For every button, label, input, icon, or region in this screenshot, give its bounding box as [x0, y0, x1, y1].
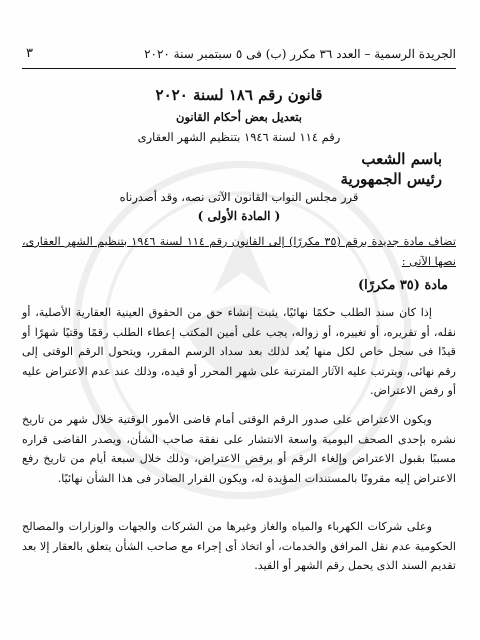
article-35-bis-heading: مادة (٣٥ مكررًا) [357, 278, 448, 293]
law-reference-line: رقم ١١٤ لسنة ١٩٤٦ بتنظيم الشهر العقارى [137, 130, 341, 144]
intro-paragraph [22, 232, 456, 271]
header-rule [22, 68, 456, 69]
gazette-page [22, 0, 456, 640]
page-number: ٣ [26, 46, 33, 61]
paragraph-3: وعلى شركات الكهرباء والمياه والغاز وغيرها من الشركات والجهات والوزارات والمصالح الحكومية عدم نقل المرافق والخدمات، أو اتخاذ أى إجراء مع صاحب الشأن يتعلق بالعقار إلا بعد تقديم السند الذى يحمل رقم الشهر أو القيد. [22, 520, 456, 573]
law-amendment-line: بتعديل بعض أحكام القانون [176, 110, 302, 124]
heading-president: رئيس الجمهورية [340, 170, 442, 188]
running-header [22, 46, 456, 62]
intro-text: تضاف مادة جديدة برقم (٣٥ مكررًا) إلى القانون رقم ١١٤ لسنة ١٩٤٦ بتنظيم الشهر العقارى، نصها الآتى : [22, 235, 456, 268]
heading-in-name-of-people: باسم الشعب [361, 150, 442, 168]
paragraph-1: إذا كان سند الطلب حكمًا نهائيًا، يثبت إنشاء حق من الحقوق العينية العقارية الأصلية، أو نقله، أو تقريره، أو تغييره، أو زواله، يجب على أمين المكتب إعطاء الطلب رقمًا وقتيًا شهرًا أو قيدًا فى سجل خاص لكل منها يُعد لذلك بعد سداد الرسم المقرر، ويتحول الرقم الوقتى إلى رقم نهائى، ويترتب عليه الآثار المترتبة على شهر المحرر أو قيده، وذلك عند عدم الاعتراض عليه أو رفض الاعتراض. [22, 306, 456, 398]
decree-line: قرر مجلس النواب القانون الآتى نصه، وقد أصدرناه [119, 190, 359, 204]
article-first-heading: ( المادة الأولى ) [197, 209, 281, 223]
gazette-header-title: الجريدة الرسمية – العدد ٣٦ مكرر (ب) فى ٥ سبتمبر سنة ٢٠٢٠ [144, 47, 456, 61]
paragraph-2: ويكون الاعتراض على صدور الرقم الوقتى أمام قاضى الأمور الوقتية خلال شهر من تاريخ نشره بإحدى الصحف اليومية واسعة الانتشار على نفقة صاحب الشأن، ويصدر القاضى قراره مسببًا بقبول الاعتراض وإلغاء الرقم أو برفض الاعتراض، وذلك خلال سبعة أيام من تاريخ رفع الاعتراض إليه مقرونًا بالمستندات المؤيدة له، ويكون القرار الصادر فى هذا الشأن نهائيًا. [22, 413, 456, 485]
law-title: قانون رقم ١٨٦ لسنة ٢٠٢٠ [155, 86, 323, 104]
